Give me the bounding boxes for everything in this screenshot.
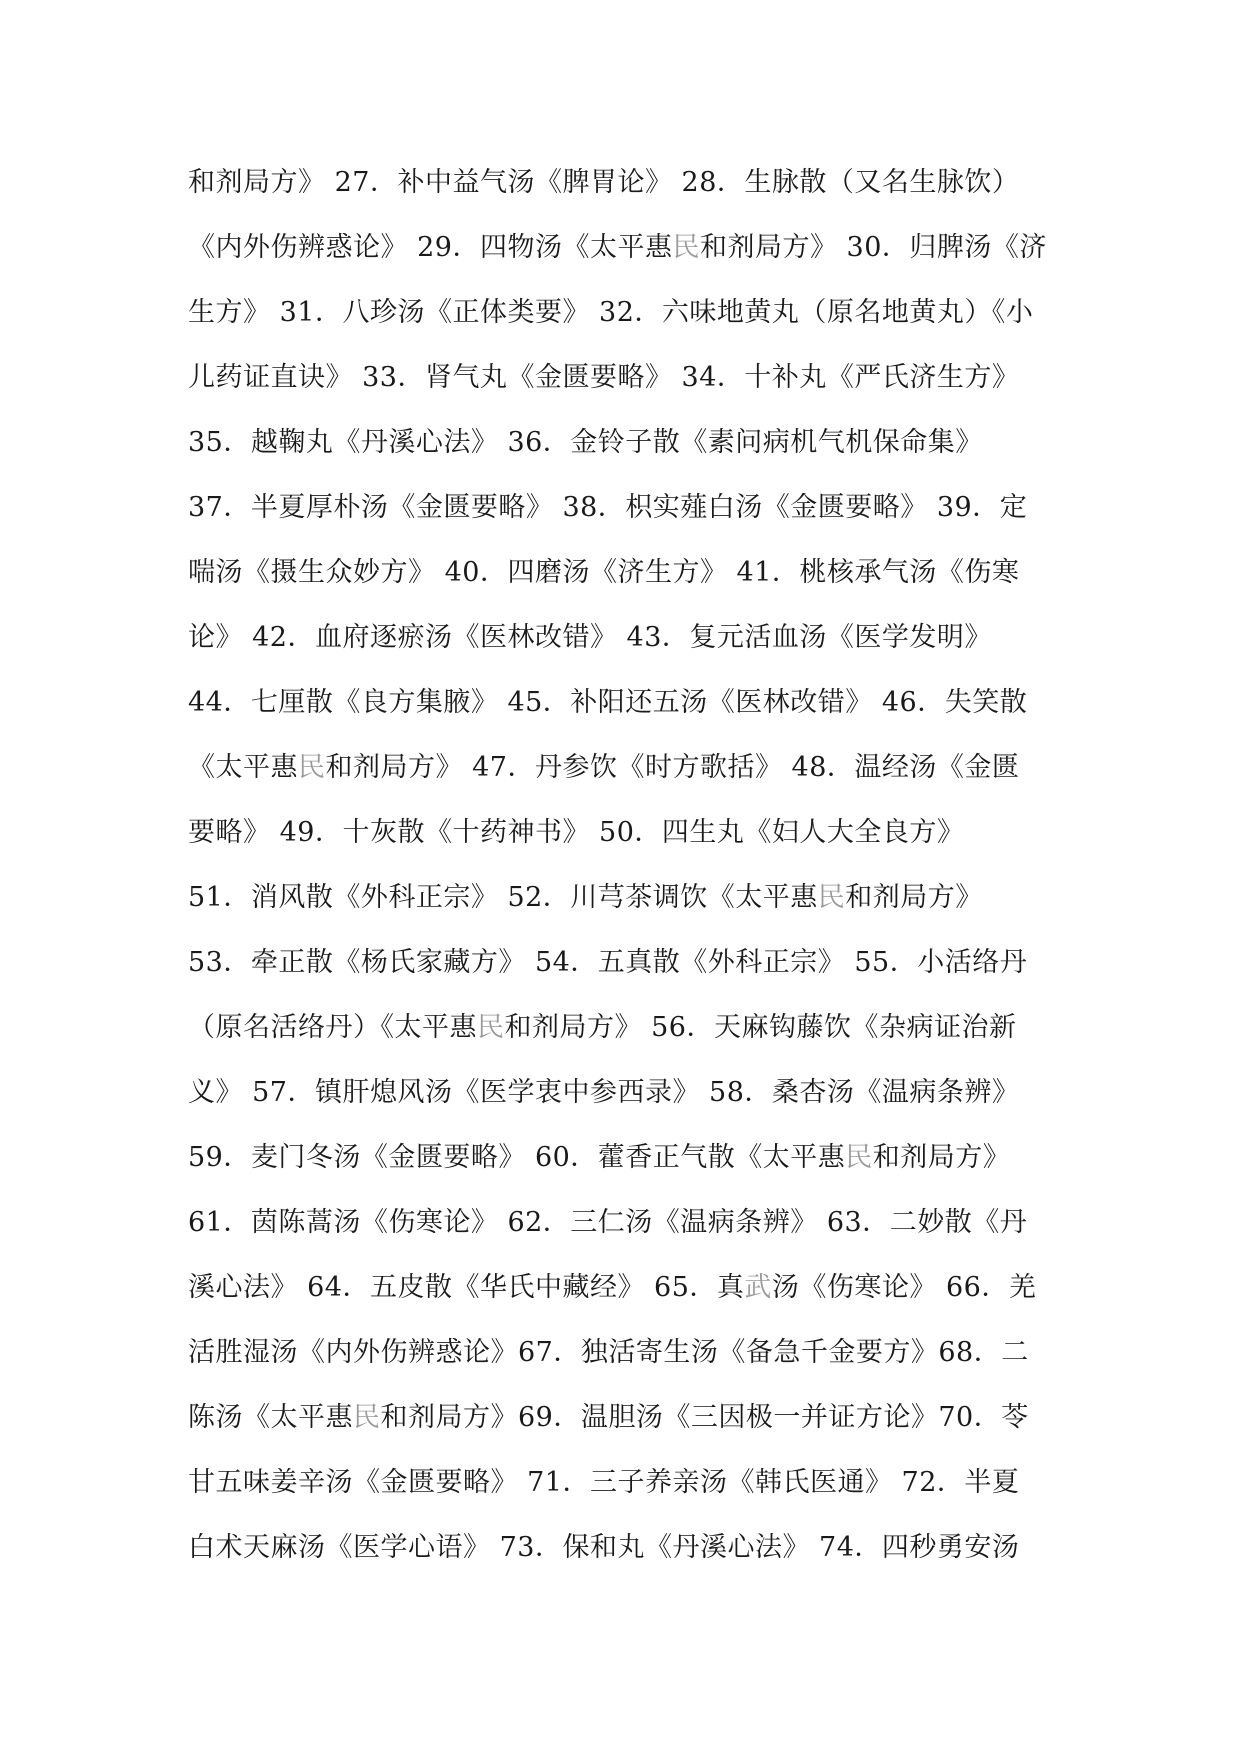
text-segment: 和剂局方》 47．丹参饮《时方歌括》 48．温经汤《金匮 [325,752,1020,783]
text-segment: 陈汤《太平惠 [188,1402,353,1433]
grey-character: 武 [744,1272,772,1303]
text-segment: 和剂局方》 [872,1142,1011,1173]
text-segment: 和剂局方》 27．补中益气汤《脾胃论》 28．生脉散（又名生脉饮） [188,167,1020,198]
text-segment: 《太平惠 [188,752,298,783]
text-segment: 44．七厘散《良方集腋》 45．补阳还五汤《医林改错》 46．失笑散 [188,687,1028,718]
text-segment: 61．茵陈蒿汤《伤寒论》 62．三仁汤《温病条辨》 63．二妙散《丹 [188,1207,1028,1238]
text-line [188,1395,1088,1460]
text-segment: 生方》 31．八珍汤《正体类要》 32．六味地黄丸（原名地黄丸）《小 [188,297,1034,328]
text-line [188,875,1088,940]
document-body [188,160,1088,1590]
text-segment: 论》 42．血府逐瘀汤《医林改错》 43．复元活血汤《医学发明》 [188,622,992,653]
text-line [188,1005,1088,1070]
text-line [188,615,1088,680]
text-segment: 59．麦门冬汤《金匮要略》 60．藿香正气散《太平惠 [188,1142,846,1173]
text-line [188,1265,1088,1330]
text-segment: 甘五味姜辛汤《金匮要略》 71．三子养亲汤《韩氏医通》 72．半夏 [188,1467,1020,1498]
text-line [188,550,1088,615]
text-segment: 和剂局方》 30．归脾汤《济 [699,232,1047,263]
text-line [188,1135,1088,1200]
text-segment: 和剂局方》 [845,882,983,913]
grey-character: 民 [845,1142,873,1173]
text-segment: 汤《伤寒论》 66．羌 [771,1272,1037,1303]
grey-character: 民 [353,1402,381,1433]
text-line [188,225,1088,290]
grey-character: 民 [817,882,846,913]
text-line [188,680,1088,745]
text-segment: 喘汤《摄生众妙方》 40．四磨汤《济生方》 41．桃核承气汤《伤寒 [188,557,1020,588]
grey-character: 民 [672,232,700,263]
text-segment: 和剂局方》69．温胆汤《三因极一并证方论》70．苓 [380,1402,1029,1433]
text-line [188,485,1088,550]
text-line [188,1460,1088,1525]
text-line [188,940,1088,1005]
text-line [188,1200,1088,1265]
text-segment: 义》 57．镇肝熄风汤《医学衷中参西录》 58．桑杏汤《温病条辨》 [188,1077,1020,1108]
text-line [188,1525,1088,1590]
text-segment: （原名活络丹）《太平惠 [188,1012,477,1043]
grey-character: 民 [477,1012,505,1043]
text-line [188,355,1088,420]
text-segment: 《内外伤辨惑论》 29．四物汤《太平惠 [188,232,673,263]
text-segment: 和剂局方》 56．天麻钩藤饮《杂病证治新 [504,1012,1017,1043]
grey-character: 民 [298,752,326,783]
text-line [188,810,1088,875]
text-segment: 儿药证直诀》 33．肾气丸《金匮要略》 34．十补丸《严氏济生方》 [188,362,1020,393]
text-segment: 白术天麻汤《医学心语》 73．保和丸《丹溪心法》 74．四秒勇安汤 [188,1532,1020,1563]
text-line [188,745,1088,810]
text-segment: 51．消风散《外科正宗》 52．川芎茶调饮《太平惠 [188,882,818,913]
text-segment: 溪心法》 64．五皮散《华氏中藏经》 65．真 [188,1272,745,1303]
text-line [188,290,1088,355]
text-line [188,160,1088,225]
text-segment: 要略》 49．十灰散《十药神书》 50．四生丸《妇人大全良方》 [188,817,965,848]
text-line [188,420,1088,485]
text-line [188,1070,1088,1135]
text-segment: 活胜湿汤《内外伤辨惑论》67．独活寄生汤《备急千金要方》68．二 [188,1337,1029,1368]
text-segment: 53．牵正散《杨氏家藏方》 54．五真散《外科正宗》 55．小活络丹 [188,947,1028,978]
text-segment: 37．半夏厚朴汤《金匮要略》 38．枳实薤白汤《金匮要略》 39．定 [188,492,1028,523]
text-segment: 35．越鞠丸《丹溪心法》 36．金铃子散《素问病机气机保命集》 [188,427,983,458]
text-line [188,1330,1088,1395]
